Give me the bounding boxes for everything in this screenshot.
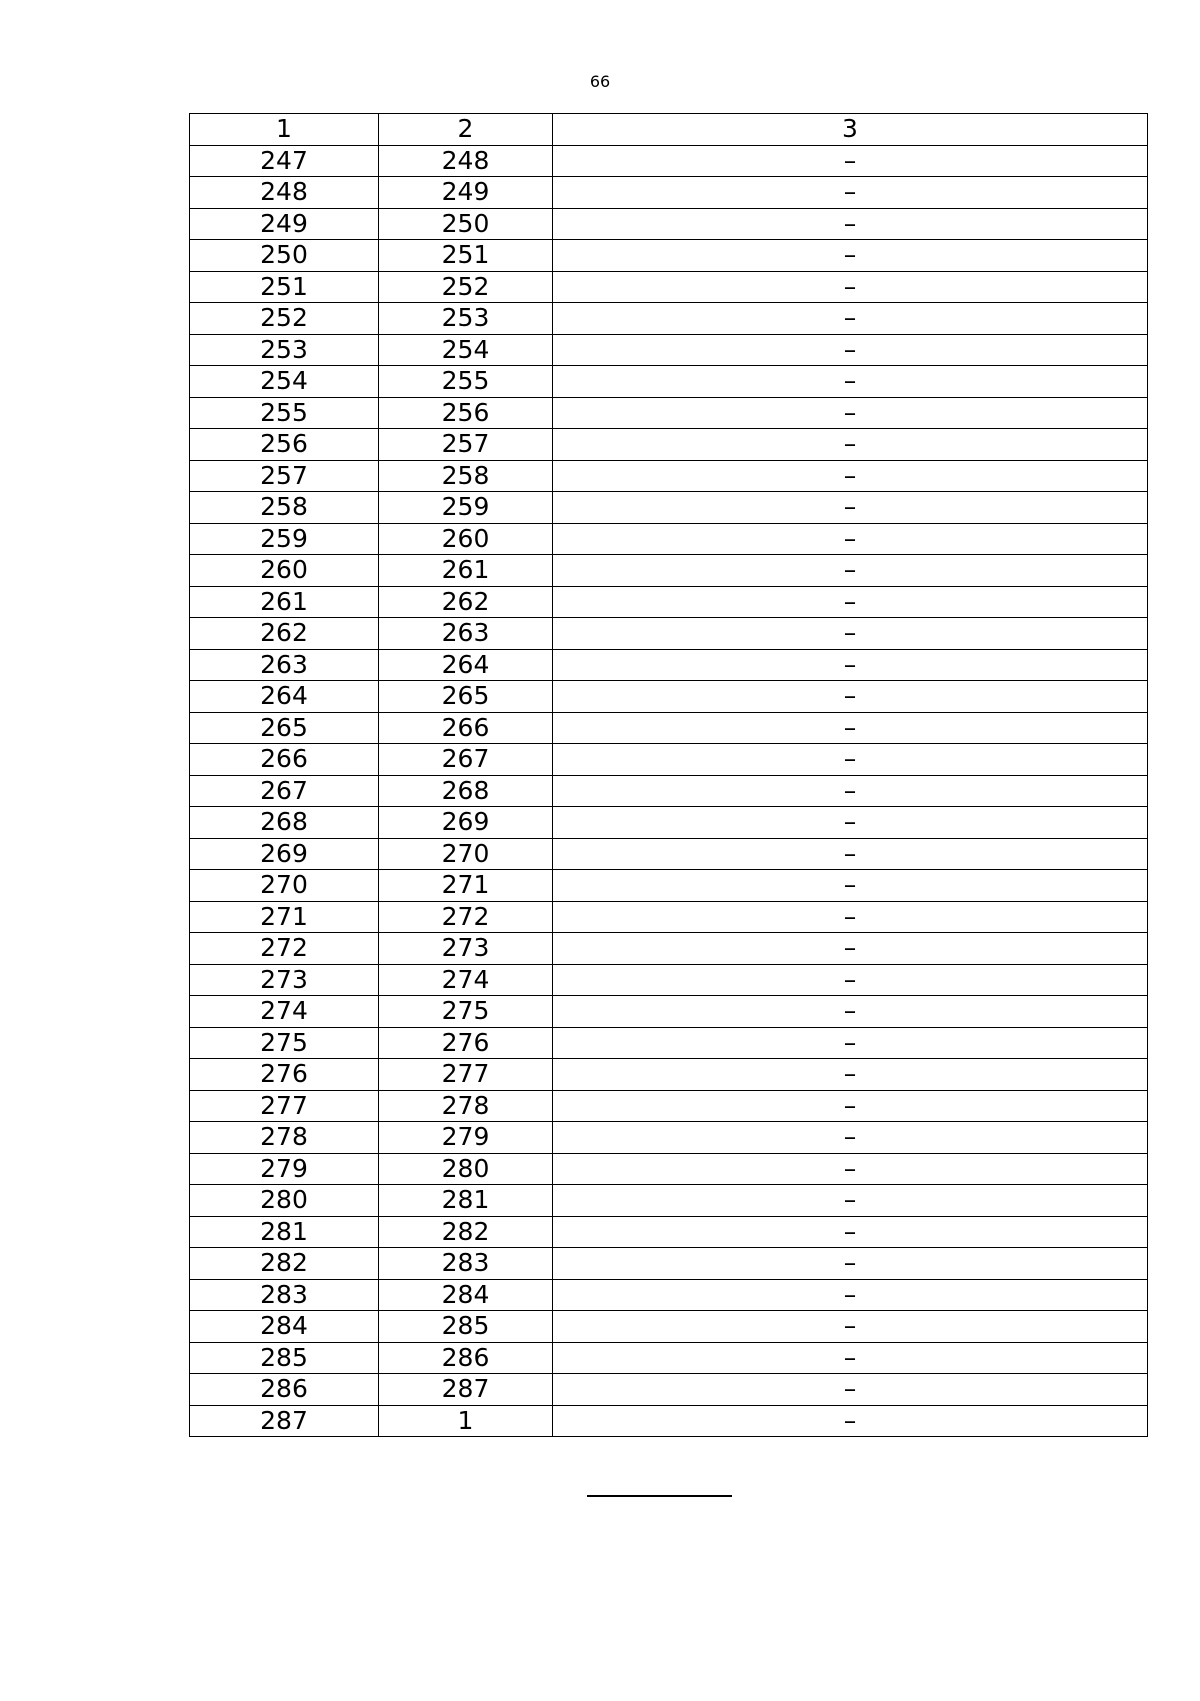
table-row [190, 523, 1148, 555]
table-cell-col-2: 285 [379, 1311, 553, 1343]
table-cell-col-1: 277 [190, 1090, 379, 1122]
table-cell-col-1: 279 [190, 1153, 379, 1185]
table-cell-col-2: 283 [379, 1248, 553, 1280]
table-cell-col-3: – [553, 429, 1148, 461]
table-cell-col-3: – [553, 177, 1148, 209]
table-cell-col-3: – [553, 1311, 1148, 1343]
table-row [190, 145, 1148, 177]
table-row [190, 1090, 1148, 1122]
table-row [190, 1027, 1148, 1059]
table-cell-col-2: 258 [379, 460, 553, 492]
table-cell-col-1: 273 [190, 964, 379, 996]
table-cell-col-3: – [553, 303, 1148, 335]
table-cell-col-2: 255 [379, 366, 553, 398]
table-cell-col-1: 275 [190, 1027, 379, 1059]
table-cell-col-2: 276 [379, 1027, 553, 1059]
table-cell-col-2: 284 [379, 1279, 553, 1311]
table-cell-col-1: 254 [190, 366, 379, 398]
table-cell-col-3: – [553, 775, 1148, 807]
table-cell-col-2: 268 [379, 775, 553, 807]
table-cell-col-1: 252 [190, 303, 379, 335]
table-cell-col-1: 280 [190, 1185, 379, 1217]
table-row [190, 712, 1148, 744]
table-cell-col-3: – [553, 1216, 1148, 1248]
table-cell-col-3: – [553, 1248, 1148, 1280]
table-row [190, 838, 1148, 870]
table-row [190, 271, 1148, 303]
table-cell-col-2: 263 [379, 618, 553, 650]
page-number: 66 [589, 72, 611, 91]
table-cell-col-2: 251 [379, 240, 553, 272]
table-cell-col-1: 272 [190, 933, 379, 965]
table-cell-col-1: 283 [190, 1279, 379, 1311]
table-cell-col-3: – [553, 1279, 1148, 1311]
table-cell-col-3: – [553, 492, 1148, 524]
table-row [190, 460, 1148, 492]
table-cell-col-1: 287 [190, 1405, 379, 1437]
table-cell-col-1: 278 [190, 1122, 379, 1154]
header-cell-1: 1 [190, 114, 379, 146]
table-cell-col-3: – [553, 901, 1148, 933]
table-cell-col-1: 262 [190, 618, 379, 650]
table-cell-col-1: 266 [190, 744, 379, 776]
table-cell-col-1: 248 [190, 177, 379, 209]
table-cell-col-3: – [553, 366, 1148, 398]
table-cell-col-3: – [553, 208, 1148, 240]
table-row [190, 1216, 1148, 1248]
table-row [190, 901, 1148, 933]
table-row [190, 744, 1148, 776]
header-cell-3: 3 [553, 114, 1148, 146]
table-row [190, 1059, 1148, 1091]
table-cell-col-3: – [553, 964, 1148, 996]
table-cell-col-2: 279 [379, 1122, 553, 1154]
table-cell-col-1: 261 [190, 586, 379, 618]
table-cell-col-3: – [553, 523, 1148, 555]
table-cell-col-1: 264 [190, 681, 379, 713]
table-row [190, 807, 1148, 839]
table-cell-col-3: – [553, 1027, 1148, 1059]
table-cell-col-2: 1 [379, 1405, 553, 1437]
table-cell-col-2: 248 [379, 145, 553, 177]
table-cell-col-2: 253 [379, 303, 553, 335]
table-cell-col-2: 269 [379, 807, 553, 839]
table-row [190, 208, 1148, 240]
table-cell-col-2: 275 [379, 996, 553, 1028]
table-cell-col-2: 272 [379, 901, 553, 933]
table-cell-col-2: 254 [379, 334, 553, 366]
table-cell-col-3: – [553, 1090, 1148, 1122]
table-row [190, 681, 1148, 713]
table-cell-col-3: – [553, 271, 1148, 303]
table-cell-col-2: 257 [379, 429, 553, 461]
table-cell-col-2: 282 [379, 1216, 553, 1248]
table-row [190, 964, 1148, 996]
table-row [190, 1153, 1148, 1185]
table-row [190, 1374, 1148, 1406]
table-cell-col-2: 267 [379, 744, 553, 776]
table-cell-col-3: – [553, 1059, 1148, 1091]
table-row [190, 1185, 1148, 1217]
table-cell-col-3: – [553, 145, 1148, 177]
table-row [190, 1122, 1148, 1154]
table-cell-col-1: 270 [190, 870, 379, 902]
table-cell-col-2: 265 [379, 681, 553, 713]
table-row [190, 870, 1148, 902]
table-cell-col-1: 247 [190, 145, 379, 177]
table-cell-col-3: – [553, 555, 1148, 587]
table-cell-col-2: 287 [379, 1374, 553, 1406]
table-row [190, 1279, 1148, 1311]
table-row [190, 775, 1148, 807]
table-cell-col-1: 255 [190, 397, 379, 429]
table-row [190, 555, 1148, 587]
header-cell-2: 2 [379, 114, 553, 146]
table-cell-col-2: 250 [379, 208, 553, 240]
table-cell-col-3: – [553, 996, 1148, 1028]
table-cell-col-1: 250 [190, 240, 379, 272]
table-row [190, 649, 1148, 681]
table-cell-col-2: 271 [379, 870, 553, 902]
table-cell-col-3: – [553, 1405, 1148, 1437]
table-cell-col-2: 270 [379, 838, 553, 870]
table-cell-col-2: 262 [379, 586, 553, 618]
table-cell-col-3: – [553, 933, 1148, 965]
table-cell-col-2: 256 [379, 397, 553, 429]
table-row [190, 933, 1148, 965]
table-body [190, 114, 1148, 1437]
table-cell-col-3: – [553, 618, 1148, 650]
table-cell-col-1: 271 [190, 901, 379, 933]
table-cell-col-1: 258 [190, 492, 379, 524]
table-cell-col-3: – [553, 586, 1148, 618]
table-row [190, 1311, 1148, 1343]
table-cell-col-3: – [553, 397, 1148, 429]
table-cell-col-3: – [553, 870, 1148, 902]
table-cell-col-2: 260 [379, 523, 553, 555]
table-cell-col-2: 249 [379, 177, 553, 209]
table-cell-col-1: 286 [190, 1374, 379, 1406]
table-row [190, 397, 1148, 429]
end-rule [587, 1495, 732, 1497]
table-cell-col-2: 273 [379, 933, 553, 965]
table-row [190, 1405, 1148, 1437]
table-cell-col-1: 263 [190, 649, 379, 681]
table-row [190, 177, 1148, 209]
table-cell-col-2: 252 [379, 271, 553, 303]
table-row [190, 1248, 1148, 1280]
table-row [190, 334, 1148, 366]
table-cell-col-1: 265 [190, 712, 379, 744]
table-row [190, 618, 1148, 650]
table-cell-col-1: 268 [190, 807, 379, 839]
table-cell-col-1: 281 [190, 1216, 379, 1248]
table-cell-col-3: – [553, 681, 1148, 713]
table-cell-col-3: – [553, 1185, 1148, 1217]
table-cell-col-1: 259 [190, 523, 379, 555]
table-row [190, 366, 1148, 398]
table-cell-col-3: – [553, 1374, 1148, 1406]
table-header-row [190, 114, 1148, 146]
table-cell-col-1: 274 [190, 996, 379, 1028]
table-cell-col-3: – [553, 334, 1148, 366]
table-cell-col-3: – [553, 1122, 1148, 1154]
table-cell-col-1: 285 [190, 1342, 379, 1374]
table-cell-col-1: 249 [190, 208, 379, 240]
table-cell-col-1: 284 [190, 1311, 379, 1343]
table-cell-col-3: – [553, 460, 1148, 492]
table-row [190, 1342, 1148, 1374]
table-cell-col-1: 257 [190, 460, 379, 492]
data-table [189, 113, 1148, 1437]
table-cell-col-1: 276 [190, 1059, 379, 1091]
table-cell-col-2: 281 [379, 1185, 553, 1217]
table-row [190, 996, 1148, 1028]
table-cell-col-1: 282 [190, 1248, 379, 1280]
table-cell-col-3: – [553, 240, 1148, 272]
table-cell-col-1: 267 [190, 775, 379, 807]
table-cell-col-3: – [553, 1153, 1148, 1185]
table-cell-col-3: – [553, 807, 1148, 839]
table-cell-col-2: 274 [379, 964, 553, 996]
table-row [190, 240, 1148, 272]
table-cell-col-2: 259 [379, 492, 553, 524]
table-cell-col-2: 277 [379, 1059, 553, 1091]
table-cell-col-3: – [553, 1342, 1148, 1374]
table-cell-col-2: 286 [379, 1342, 553, 1374]
table-cell-col-3: – [553, 712, 1148, 744]
table-cell-col-1: 251 [190, 271, 379, 303]
table-cell-col-1: 253 [190, 334, 379, 366]
table-cell-col-2: 264 [379, 649, 553, 681]
table-cell-col-2: 278 [379, 1090, 553, 1122]
table-cell-col-1: 260 [190, 555, 379, 587]
table-cell-col-1: 269 [190, 838, 379, 870]
table-row [190, 429, 1148, 461]
table-cell-col-3: – [553, 838, 1148, 870]
table-row [190, 303, 1148, 335]
table-row [190, 586, 1148, 618]
table-cell-col-2: 266 [379, 712, 553, 744]
table-row [190, 492, 1148, 524]
table-cell-col-2: 280 [379, 1153, 553, 1185]
table-cell-col-1: 256 [190, 429, 379, 461]
table-cell-col-3: – [553, 744, 1148, 776]
table-cell-col-2: 261 [379, 555, 553, 587]
table-cell-col-3: – [553, 649, 1148, 681]
